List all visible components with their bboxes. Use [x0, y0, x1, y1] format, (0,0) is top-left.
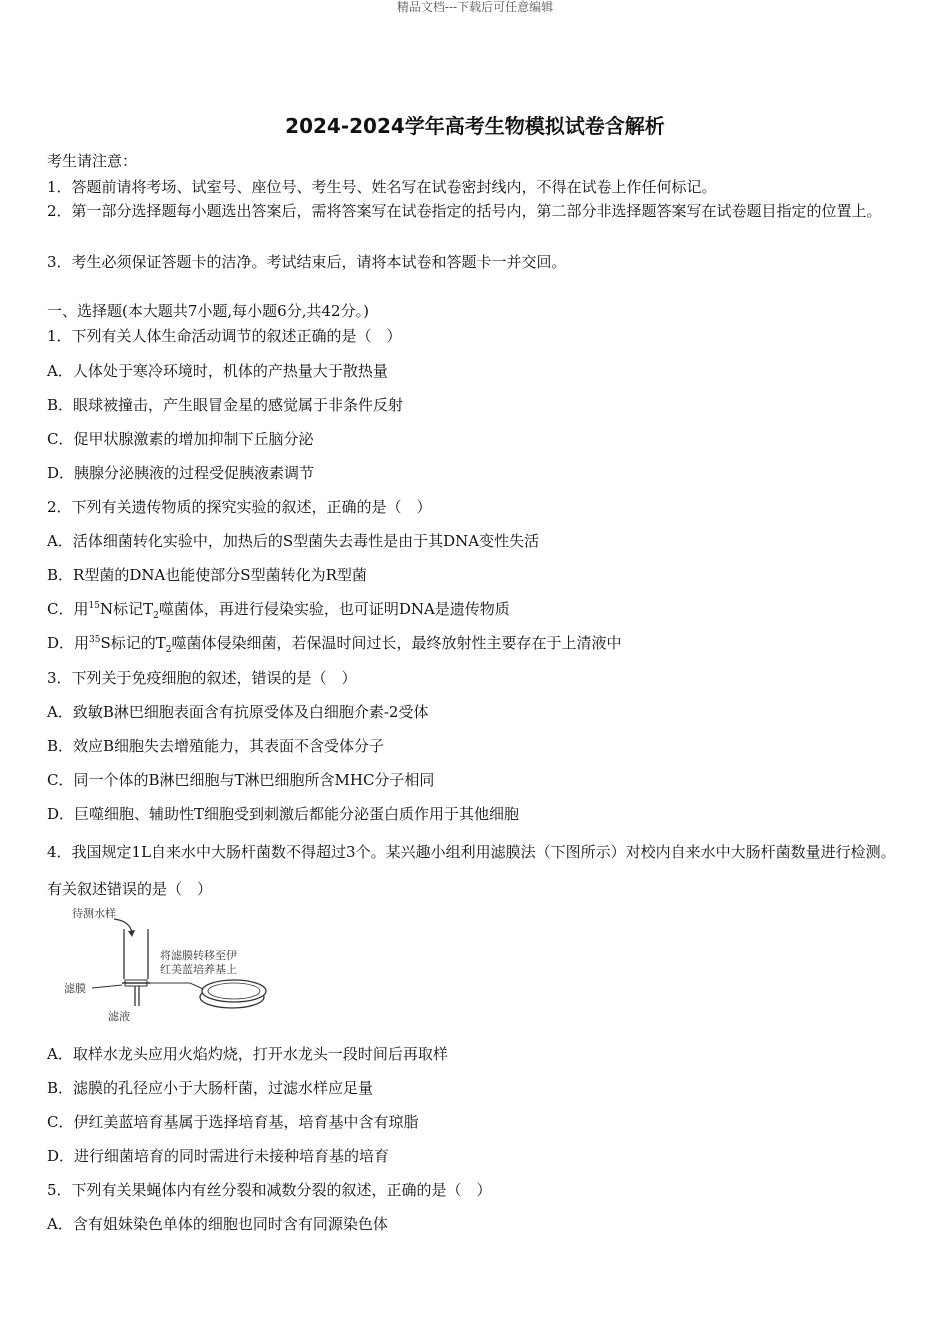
phage-subscript: 2 — [165, 645, 172, 655]
notice-item-2: 2．第一部分选择题每小题选出答案后，需将答案写在试卷指定的括号内，第二部分非选择题答案写在试卷题目指定的位置上。 — [47, 202, 882, 220]
notice-item-3: 3．考生必须保证答题卡的洁净。考试结束后，请将本试卷和答题卡一并交回。 — [47, 253, 567, 271]
q2-option-c — [47, 599, 510, 619]
q2-option-c-prefix: C．用 — [47, 600, 89, 618]
q1-option-c: C．促甲状腺激素的增加抑制下丘脑分泌 — [47, 430, 314, 448]
filtrate-label: 滤液 — [108, 1010, 130, 1023]
page-header-note: 精品文档---下载后可任意编辑 — [396, 0, 554, 14]
q3-option-a: A．致敏B淋巴细胞表面含有抗原受体及白细胞介素-2受体 — [47, 703, 429, 721]
q3-option-b: B．效应B细胞失去增殖能力，其表面不含受体分子 — [47, 737, 385, 755]
q4-stem: 4．我国规定1L自来水中大肠杆菌数不得超过3个。某兴趣小组利用滤膜法（下图所示）对校内自来水中大肠杆菌数量进行检测。有关叙述错误的是（ ） — [47, 843, 896, 898]
q4-option-a: A．取样水龙头应用火焰灼烧，打开水龙头一段时间后再取样 — [47, 1045, 448, 1063]
q4-option-b: B．滤膜的孔径应小于大肠杆菌，过滤水样应足量 — [47, 1079, 374, 1097]
q3-option-c: C．同一个体的B淋巴细胞与T淋巴细胞所含MHC分子相同 — [47, 771, 435, 789]
q5-option-a: A．含有姐妹染色单体的细胞也同时含有同源染色体 — [47, 1215, 388, 1233]
q2-option-d — [47, 633, 622, 653]
notice-item-1: 1．答题前请将考场、试室号、座位号、考生号、姓名写在试卷密封线内，不得在试卷上作任何标记。 — [47, 178, 717, 196]
transfer-label-line2: 红美蓝培养基上 — [160, 963, 237, 976]
notice-heading: 考生请注意： — [47, 152, 138, 170]
q1-option-b: B．眼球被撞击，产生眼冒金星的感觉属于非条件反射 — [47, 396, 404, 414]
sample-arrow-head — [128, 930, 135, 937]
q2-option-d-rest: 噬菌体侵染细菌，若保温时间过长，最终放射性主要存在于上清液中 — [171, 634, 622, 652]
q2-option-a: A．活体细菌转化实验中，加热后的S型菌失去毒性是由于其DNA变性失活 — [47, 532, 540, 550]
q2-option-c-rest: 噬菌体，再进行侵染实验，也可证明DNA是遗传物质 — [158, 600, 510, 618]
filtration-diagram — [62, 903, 272, 1025]
membrane-filtration-figure — [62, 903, 272, 1025]
q5-stem: 5．下列有关果蝇体内有丝分裂和减数分裂的叙述，正确的是（ ） — [47, 1181, 492, 1199]
phage-subscript: 2 — [153, 611, 159, 621]
q2-option-b: B．R型菌的DNA也能使部分S型菌转化为R型菌 — [47, 566, 367, 584]
q1-option-a: A．人体处于寒冷环境时，机体的产热量大于散热量 — [47, 362, 388, 380]
q4-option-c: C．伊红美蓝培育基属于选择培育基，培育基中含有琼脂 — [47, 1113, 419, 1131]
transfer-label-line1: 将滤膜转移至伊 — [160, 949, 237, 962]
isotope-superscript: 15 — [88, 601, 100, 611]
membrane-pointer — [92, 985, 122, 988]
sample-label: 待测水样 — [72, 907, 116, 920]
q3-option-d: D．巨噬细胞、辅助性T细胞受到刺激后都能分泌蛋白质作用于其他细胞 — [47, 805, 520, 823]
page-title: 2024-2024学年高考生物模拟试卷含解析 — [285, 114, 665, 138]
membrane-label: 滤膜 — [64, 982, 86, 995]
section-heading: 一、选择题(本大题共7小题,每小题6分,共42分。) — [47, 302, 369, 320]
q2-option-c-middle: N标记T — [99, 600, 154, 618]
isotope-superscript: 35 — [89, 635, 101, 645]
q4-option-d: D．进行细菌培育的同时需进行未接种培育基的培育 — [47, 1147, 390, 1165]
q2-option-d-middle: S标记的T — [100, 634, 166, 652]
q3-stem: 3．下列关于免疫细胞的叙述，错误的是（ ） — [47, 669, 357, 687]
q2-option-d-prefix: D．用 — [47, 634, 90, 652]
q1-stem: 1．下列有关人体生命活动调节的叙述正确的是（ ） — [47, 327, 402, 345]
q1-option-d: D．胰腺分泌胰液的过程受促胰液素调节 — [47, 464, 315, 482]
q2-stem: 2．下列有关遗传物质的探究实验的叙述，正确的是（ ） — [47, 498, 432, 516]
